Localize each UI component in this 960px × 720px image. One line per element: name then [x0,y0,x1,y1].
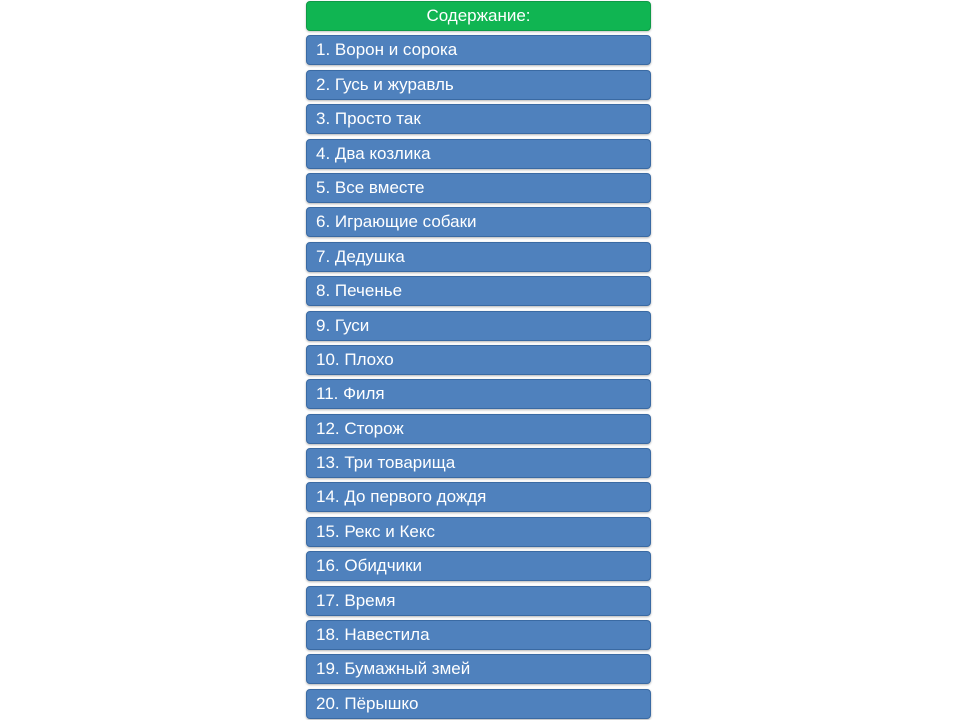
toc-item-1[interactable]: 1. Ворон и сорока [306,35,651,65]
toc-header: Содержание: [306,1,651,31]
toc-item-3[interactable]: 3. Просто так [306,104,651,134]
toc-item-9[interactable]: 9. Гуси [306,311,651,341]
toc-item-5[interactable]: 5. Все вместе [306,173,651,203]
toc-list [306,35,651,718]
toc-item-16[interactable]: 16. Обидчики [306,551,651,581]
toc-item-6[interactable]: 6. Играющие собаки [306,207,651,237]
toc-item-20[interactable]: 20. Пёрышко [306,689,651,719]
toc-item-14[interactable]: 14. До первого дождя [306,482,651,512]
table-of-contents [306,1,651,719]
toc-item-4[interactable]: 4. Два козлика [306,139,651,169]
toc-item-7[interactable]: 7. Дедушка [306,242,651,272]
toc-item-13[interactable]: 13. Три товарища [306,448,651,478]
toc-item-10[interactable]: 10. Плохо [306,345,651,375]
toc-item-12[interactable]: 12. Сторож [306,414,651,444]
toc-item-17[interactable]: 17. Время [306,586,651,616]
toc-item-19[interactable]: 19. Бумажный змей [306,654,651,684]
toc-item-8[interactable]: 8. Печенье [306,276,651,306]
toc-item-11[interactable]: 11. Филя [306,379,651,409]
toc-item-18[interactable]: 18. Навестила [306,620,651,650]
toc-item-2[interactable]: 2. Гусь и журавль [306,70,651,100]
toc-item-15[interactable]: 15. Рекс и Кекс [306,517,651,547]
